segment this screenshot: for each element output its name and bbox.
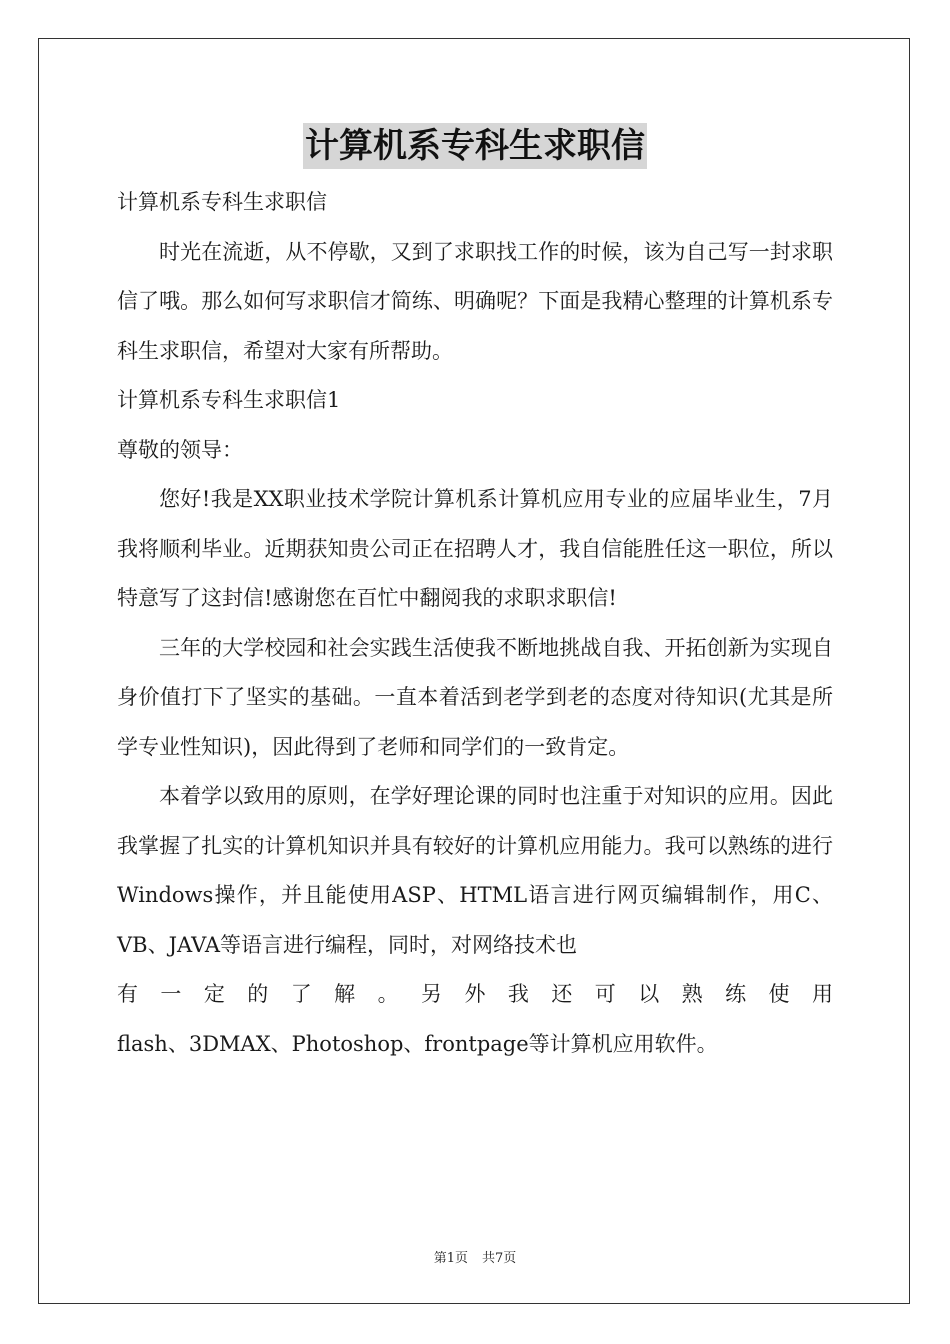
body-paragraph-3-a: 本着学以致用的原则，在学好理论课的同时也注重于对知识的应用。因此我掌握了扎实的计算机知识并具有较好的计算机应用能力。我可以熟练的进行Windows操作，并且能使用ASP、HTML语言进行网页编辑制作，用C、VB、JAVA等语言进行编程，同时，对网络技术也 [117,784,833,957]
salutation: 尊敬的领导： [117,437,243,462]
body-paragraph-3-b: 有一定的了解。另外我还可以熟练使用 [117,982,833,1006]
body-paragraph-1: 您好!我是XX职业技术学院计算机系计算机应用专业的应届毕业生，7月我将顺利毕业。近期获知贵公司正在招聘人才，我自信能胜任这一职位，所以特意写了这封信!感谢您在百忙中翻阅我的求职求职信! [117,487,833,610]
document-subtitle: 计算机系专科生求职信 [117,190,327,214]
intro-paragraph: 时光在流逝，从不停歇，又到了求职找工作的时候，该为自己写一封求职信了哦。那么如何写求职信才简练、明确呢？下面是我精心整理的计算机系专科生求职信，希望对大家有所帮助。 [117,239,833,363]
body-paragraph-3-c: flash、3DMAX、Photoshop、frontpage等计算机应用软件。 [117,1031,718,1056]
title-container [0,123,950,169]
document-body [117,178,833,1069]
page-count: 共7页 [482,1251,517,1266]
letter-heading: 计算机系专科生求职信1 [117,388,341,412]
document-title: 计算机系专科生求职信 [303,123,647,169]
page-number: 第1页 [433,1251,468,1266]
body-paragraph-2: 三年的大学校园和社会实践生活使我不断地挑战自我、开拓创新为实现自身价值打下了坚实的基础。一直本着活到老学到老的态度对待知识(尤其是所学专业性知识)，因此得到了老师和同学们的一致肯定。 [117,635,833,759]
page-footer [0,1247,950,1266]
